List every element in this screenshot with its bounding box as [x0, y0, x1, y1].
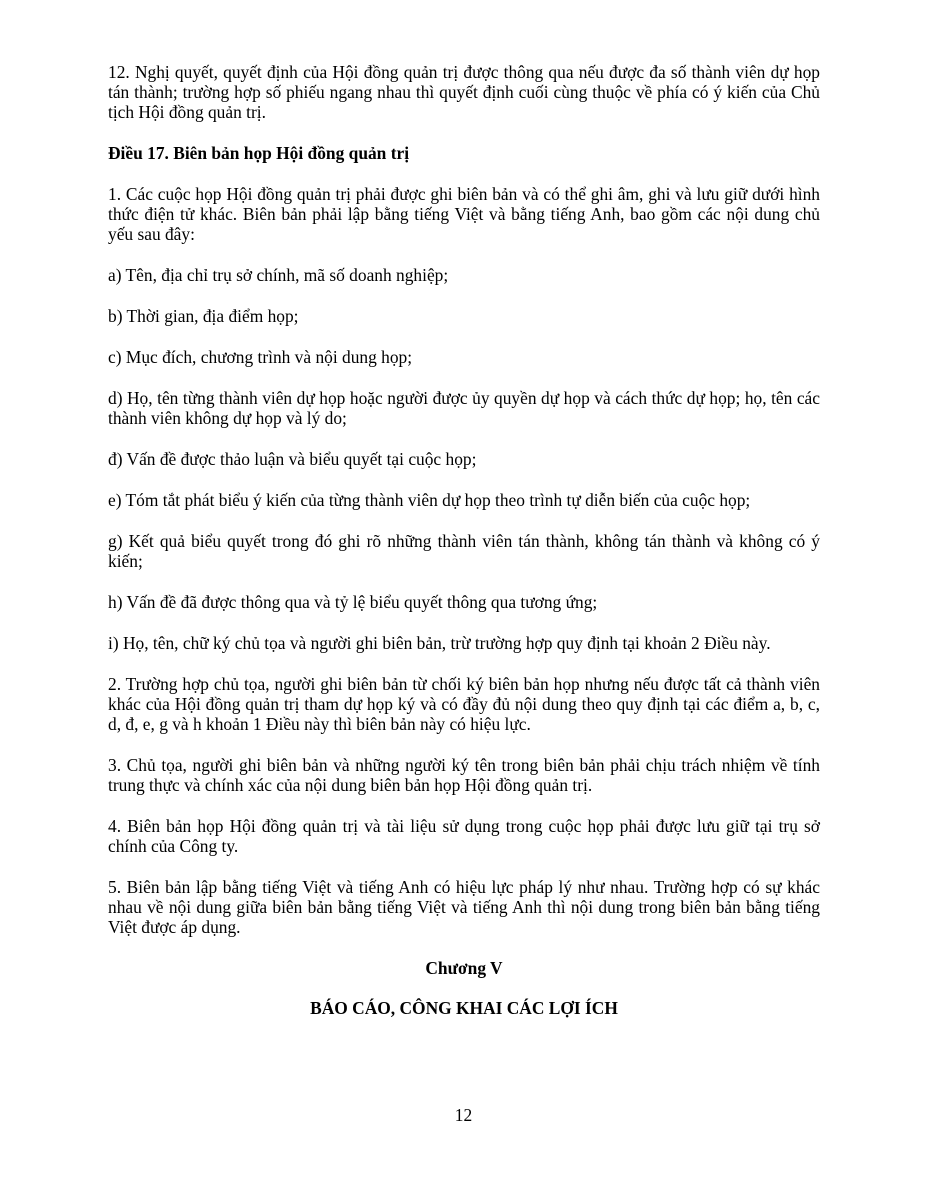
article-paragraph-5: 5. Biên bản lập bằng tiếng Việt và tiếng Anh có hiệu lực pháp lý như nhau. Trường hợp có sự khác nhau về nội dung giữa biên bản bằng tiếng Việt và tiếng Anh thì nội dung trong biên bản bằng tiếng Việt được áp dụng.	[108, 877, 820, 937]
article-item-a: a) Tên, địa chỉ trụ sở chính, mã số doanh nghiệp;	[108, 265, 449, 285]
chapter-title: BÁO CÁO, CÔNG KHAI CÁC LỢI ÍCH	[310, 998, 618, 1018]
article-paragraph-1: 1. Các cuộc họp Hội đồng quản trị phải được ghi biên bản và có thể ghi âm, ghi và lưu giữ dưới hình thức điện tử khác. Biên bản phải lập bằng tiếng Việt và bằng tiếng Anh, bao gồm các nội dung chủ yếu sau đây:	[108, 184, 820, 244]
paragraph-12: 12. Nghị quyết, quyết định của Hội đồng quản trị được thông qua nếu được đa số thành viên dự họp tán thành; trường hợp số phiếu ngang nhau thì quyết định cuối cùng thuộc về phía có ý kiến của Chủ tịch Hội đồng quản trị.	[108, 62, 820, 122]
article-item-c: c) Mục đích, chương trình và nội dung họp;	[108, 347, 413, 367]
article-paragraph-2: 2. Trường hợp chủ tọa, người ghi biên bản từ chối ký biên bản họp nhưng nếu được tất cả thành viên khác của Hội đồng quản trị tham dự họp ký và có đầy đủ nội dung theo quy định tại các điểm a, b, c, d, đ, e, g và h khoản 1 Điều này thì biên bản này có hiệu lực.	[108, 674, 820, 734]
article-heading: Điều 17. Biên bản họp Hội đồng quản trị	[108, 143, 410, 163]
article-item-h: h) Vấn đề đã được thông qua và tỷ lệ biểu quyết thông qua tương ứng;	[108, 592, 598, 612]
page-number: 12	[454, 1105, 473, 1125]
document-page	[108, 62, 820, 1018]
article-paragraph-3: 3. Chủ tọa, người ghi biên bản và những người ký tên trong biên bản phải chịu trách nhiệm về tính trung thực và chính xác của nội dung biên bản họp Hội đồng quản trị.	[108, 755, 820, 795]
article-paragraph-4: 4. Biên bản họp Hội đồng quản trị và tài liệu sử dụng trong cuộc họp phải được lưu giữ tại trụ sở chính của Công ty.	[108, 816, 820, 856]
article-item-e: e) Tóm tắt phát biểu ý kiến của từng thành viên dự họp theo trình tự diễn biến của cuộc họp;	[108, 490, 751, 510]
article-item-dd: đ) Vấn đề được thảo luận và biểu quyết tại cuộc họp;	[108, 449, 477, 469]
article-item-b: b) Thời gian, địa điểm họp;	[108, 306, 299, 326]
article-item-i: i) Họ, tên, chữ ký chủ tọa và người ghi biên bản, trừ trường hợp quy định tại khoản 2 Điều này.	[108, 633, 771, 653]
chapter-label: Chương V	[425, 958, 503, 978]
article-item-d: d) Họ, tên từng thành viên dự họp hoặc người được ủy quyền dự họp và cách thức dự họp; họ, tên các thành viên không dự họp và lý do;	[108, 388, 820, 428]
article-item-g: g) Kết quả biểu quyết trong đó ghi rõ những thành viên tán thành, không tán thành và không có ý kiến;	[108, 531, 820, 571]
